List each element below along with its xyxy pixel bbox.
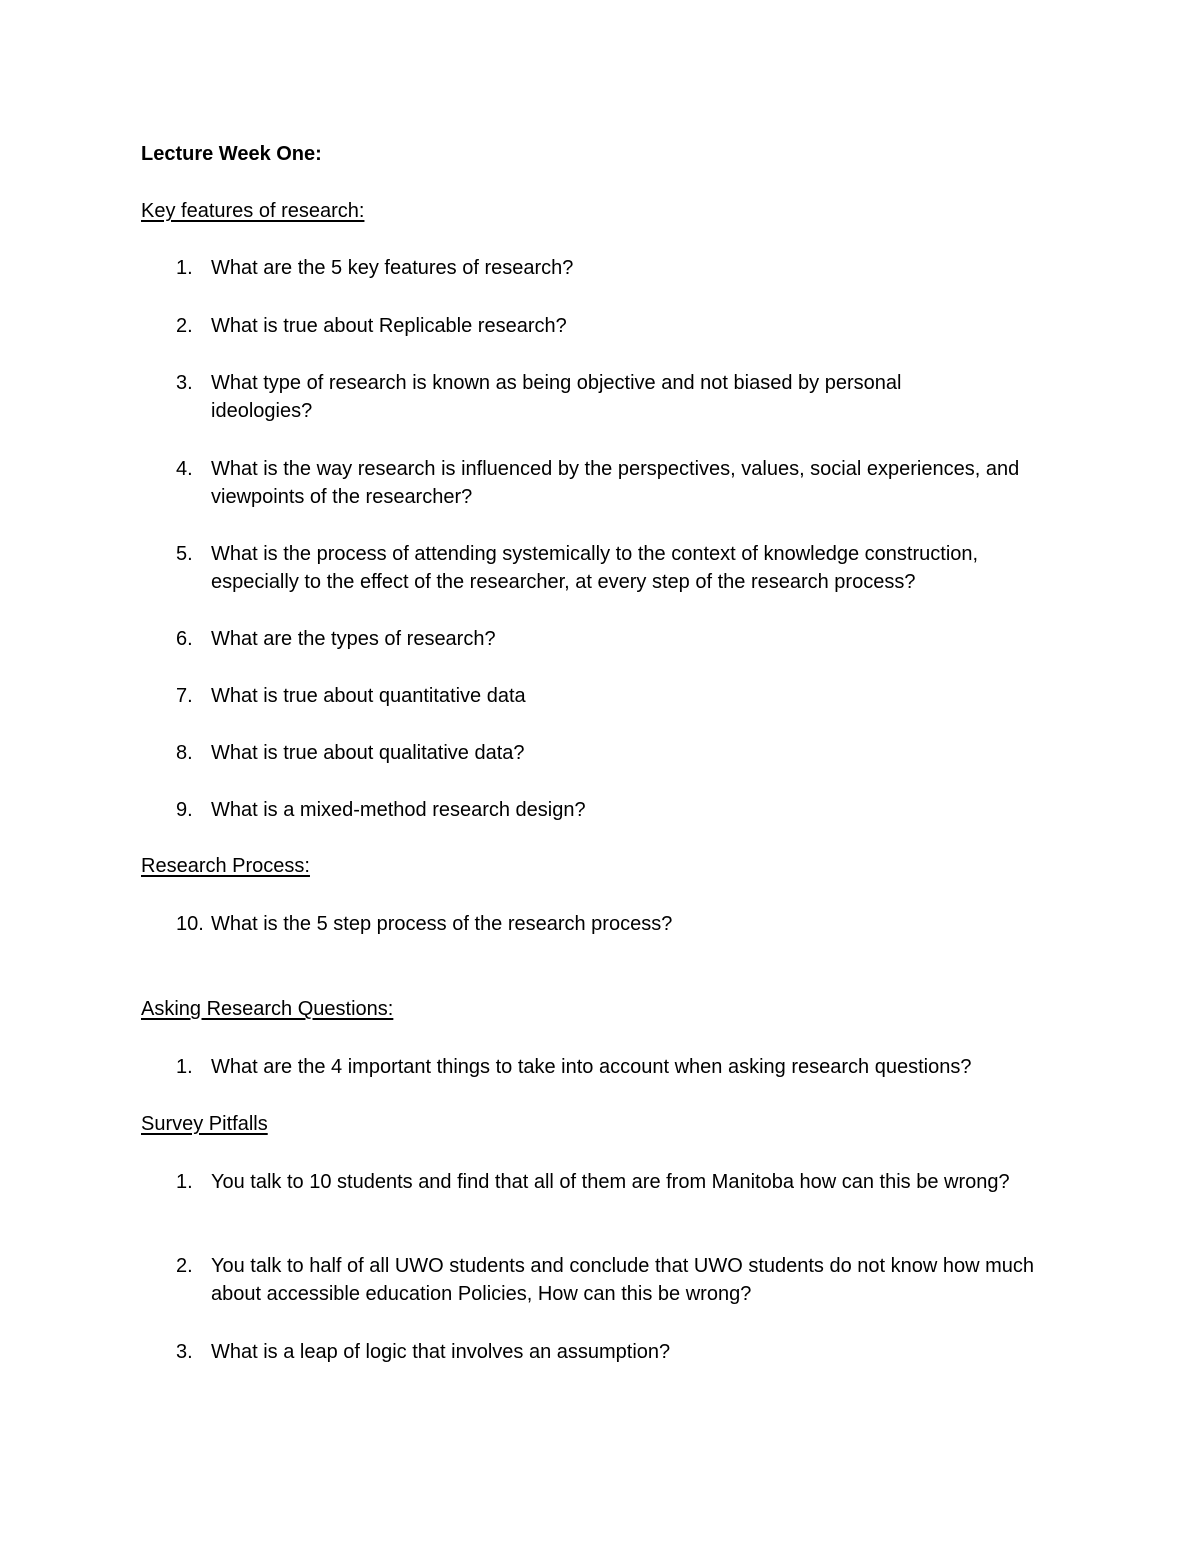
item-number: 4. <box>176 458 193 480</box>
item-number: 3. <box>176 1341 193 1363</box>
item-text: What are the types of research? <box>211 628 496 650</box>
item-number: 9. <box>176 799 193 821</box>
item-text: What is true about Replicable research? <box>211 315 567 337</box>
item-text: You talk to 10 students and find that all of them are from Manitoba how can this be wrong? <box>211 1171 1010 1193</box>
section-heading: Key features of research: <box>141 200 365 222</box>
section-heading: Research Process: <box>141 855 310 877</box>
page-title: Lecture Week One: <box>141 143 322 165</box>
item-number: 7. <box>176 685 193 707</box>
item-text: What are the 5 key features of research? <box>211 257 574 279</box>
item-number: 1. <box>176 257 193 279</box>
item-number: 1. <box>176 1056 193 1078</box>
item-number: 2. <box>176 315 193 337</box>
item-number: 2. <box>176 1255 193 1277</box>
item-number: 5. <box>176 543 193 565</box>
item-text: What is a leap of logic that involves an assumption? <box>211 1341 671 1363</box>
item-number: 6. <box>176 628 193 650</box>
item-text: What is the 5 step process of the research process? <box>211 913 673 935</box>
item-text: You talk to half of all UWO students and conclude that UWO students do not know how much about accessible education Policies, How can this be wrong? <box>211 1255 1035 1305</box>
item-text: What is a mixed-method research design? <box>211 799 586 821</box>
item-number: 3. <box>176 372 193 394</box>
item-text: What are the 4 important things to take into account when asking research questions? <box>211 1056 972 1078</box>
item-text: What is true about quantitative data <box>211 685 526 707</box>
section-heading: Survey Pitfalls <box>141 1113 268 1135</box>
item-text: What is the process of attending systemically to the context of knowledge construction, especially to the effect of the researcher, at every step of the research process? <box>211 543 979 593</box>
item-number: 10. <box>176 913 204 935</box>
item-text: What is the way research is influenced by the perspectives, values, social experiences, and viewpoints of the researcher? <box>211 458 1020 508</box>
item-text: What type of research is known as being objective and not biased by personal ideologies? <box>211 372 902 422</box>
section-heading: Asking Research Questions: <box>141 998 394 1020</box>
item-text: What is true about qualitative data? <box>211 742 525 764</box>
item-number: 1. <box>176 1171 193 1193</box>
item-number: 8. <box>176 742 193 764</box>
